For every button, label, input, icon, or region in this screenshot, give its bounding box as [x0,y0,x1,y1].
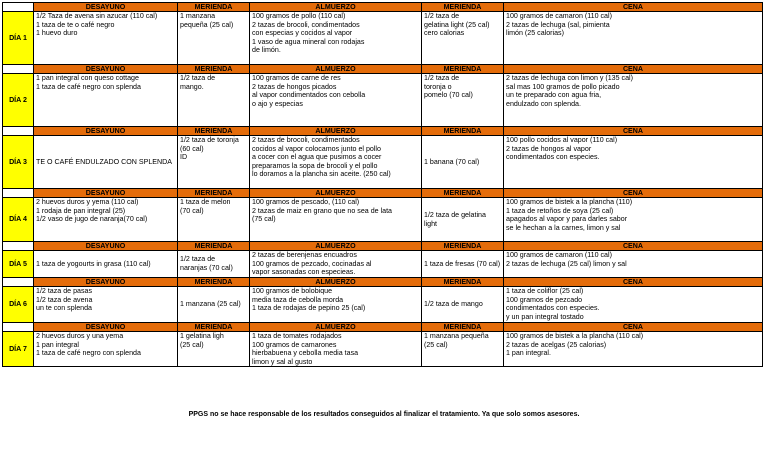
meal-line: gelatina light (25 cal) [424,20,490,29]
meal-line: 2 tazas de brocoli, condimentados [252,136,360,144]
cell-almuerzo [250,136,422,189]
meal-line: limon y sal al gusto [252,357,313,366]
meal-line: hierbabuena y cebolla media tasa [252,349,359,358]
meal-line: vapor sasonadas con especieas. [252,268,356,277]
meal-line: 1 rodaja de pan integral (25) [36,206,126,215]
header-blank-cell [3,242,34,251]
header-row [3,65,763,74]
cell-merienda1 [178,332,250,367]
meal-line: 1 taza de café negro con splenda [36,349,141,358]
header-row [3,127,763,136]
cell-merienda2 [422,74,504,127]
cell-desayuno [34,332,178,367]
header-merienda: MERIENDA [422,127,504,136]
meal-line: condimentados con especies. [506,304,600,313]
cell-almuerzo [250,198,422,242]
cell-cena [504,198,763,242]
header-almuerzo: ALMUERZO [250,65,422,74]
header-almuerzo: ALMUERZO [250,323,422,332]
day-row [3,251,763,278]
cell-merienda1 [178,287,250,323]
meal-line: 1 vaso de agua mineral con rodajas [252,37,365,46]
meal-line: cero calorias [424,29,465,38]
header-merienda: MERIENDA [422,323,504,332]
meal-line: cocidos al vapor colocamos junto el pollo [252,144,381,153]
meal-line: de limón. [252,46,281,55]
meal-line: 100 gramos de carne de res [252,74,341,82]
meal-line: 1 manzana pequeña [424,332,489,340]
day-row [3,74,763,127]
day-row [3,198,763,242]
meal-line: 100 gramos de pezcado, cocinadas al [252,259,372,268]
meal-line: 1/2 Taza de avena sin azucar (110 cal) [36,12,158,20]
meal-line: 1/2 taza de avena [36,295,93,304]
cell-almuerzo [250,332,422,367]
meal-line: y un pan integral tostado [506,312,584,321]
cell-merienda1 [178,74,250,127]
header-merienda: MERIENDA [178,278,250,287]
header-cena: CENA [504,323,763,332]
meal-line: 100 gramos de pezcado [506,295,583,304]
header-row [3,242,763,251]
cell-desayuno [34,251,178,278]
day-row [3,12,763,65]
meal-line: ID [180,153,188,162]
meal-line: con especias y cocidos al vapor [252,29,353,38]
meal-line: 1 taza de melon [180,198,231,206]
header-desayuno: DESAYUNO [34,65,178,74]
meal-line: 2 tazas de lechuga con limon y (135 cal) [506,74,633,82]
meal-line: 1 taza de tomates rodajados [252,332,342,340]
header-blank-cell [3,127,34,136]
meal-line: toronja o [424,82,452,91]
meal-line: al vapor condimentados con cebolla [252,91,366,100]
header-almuerzo: ALMUERZO [250,278,422,287]
cell-merienda2 [422,287,504,323]
header-merienda: MERIENDA [422,65,504,74]
meal-line: (60 cal) [180,144,204,153]
header-merienda: MERIENDA [178,323,250,332]
meal-line: 100 gramos de pescado, (110 cal) [252,198,360,206]
meal-line: mango. [180,82,204,91]
meal-line: 2 tazas de maiz en grano que no sea de lata [252,206,393,215]
meal-line: o ajo y especias [252,99,303,108]
meal-line: 100 gramos de bistek a la plancha (110 cal) [506,332,644,340]
header-cena: CENA [504,3,763,12]
header-desayuno: DESAYUNO [34,323,178,332]
header-almuerzo: ALMUERZO [250,3,422,12]
meal-line: 1/2 taza de toronja [180,136,239,144]
header-cena: CENA [504,189,763,198]
header-merienda: MERIENDA [422,242,504,251]
weekly-diet-table [2,2,763,367]
header-blank-cell [3,323,34,332]
meal-line: 2 tazas de lechuga (25 cal) limon y sal [506,259,627,268]
meal-line: 1 pan integral [36,340,79,349]
meal-line: limón (25 calorias) [506,29,564,38]
meal-line: 1/2 taza de [180,74,216,82]
meal-line: 1 manzana (25 cal) [180,300,241,309]
day-row [3,287,763,323]
meal-line: 1 pan integral. [506,349,551,358]
disclaimer: PPGS no se hace responsable de los resultados conseguidos al finalizar el tratamiento. Ya que solo somos asesores. [188,411,580,418]
meal-line: 1 huevo duro [36,29,78,38]
header-desayuno: DESAYUNO [34,127,178,136]
day-label: DÍA 6 [3,287,34,323]
header-merienda: MERIENDA [422,189,504,198]
meal-line: 1 taza de fresas (70 cal) [424,259,501,268]
header-desayuno: DESAYUNO [34,278,178,287]
meal-line: 2 tazas de hongos al vapor [506,144,592,153]
header-row [3,323,763,332]
meal-line: endulzado con splenda. [506,99,581,108]
meal-line: naranjas (70 cal) [180,264,233,272]
day-label: DÍA 2 [3,74,34,127]
header-blank-cell [3,3,34,12]
meal-line: 100 gramos de bolobique [252,287,333,295]
cell-merienda1 [178,12,250,65]
cell-cena [504,287,763,323]
day-label: DÍA 3 [3,136,34,189]
header-merienda: MERIENDA [178,65,250,74]
header-desayuno: DESAYUNO [34,242,178,251]
cell-merienda2 [422,12,504,65]
meal-line: sal mas 100 gramos de pollo picado [506,82,620,91]
meal-line: 1 manzana [180,12,216,20]
cell-merienda2 [422,136,504,189]
meal-line: 1 taza de coliflor (25 cal) [506,287,584,295]
cell-merienda1 [178,198,250,242]
meal-line: 100 pollo cocidos al vapor (110 cal) [506,136,618,144]
meal-line: condimentados con especies. [506,153,600,162]
meal-line: 1/2 taza de mango [424,300,483,309]
meal-line: 2 huevos duros y una yema [36,332,124,340]
cell-desayuno [34,198,178,242]
meal-line: 2 tazas de acelgas (25 calorias) [506,340,607,349]
day-label: DÍA 5 [3,251,34,278]
header-almuerzo: ALMUERZO [250,242,422,251]
meal-line: media taza de cebolla morda [252,295,344,304]
cell-almuerzo [250,12,422,65]
meal-line: 1 gelatina ligh [180,332,224,340]
header-cena: CENA [504,65,763,74]
header-blank-cell [3,278,34,287]
header-row [3,278,763,287]
meal-line: 2 huevos duros y yema (110 cal) [36,198,139,206]
meal-line: 1 taza de rodajas de pepino 25 (cal) [252,304,366,313]
meal-line: 100 gramos de camaron (110 cal) [506,251,612,259]
cell-almuerzo [250,287,422,323]
meal-line: 100 gramos de camaron (110 cal) [506,12,612,20]
cell-cena [504,332,763,367]
meal-line: 1/2 taza de [180,255,216,264]
meal-line: lo doramos a la plancha sin aceite. (250 cal) [252,170,391,179]
meal-line: un te con splenda [36,304,93,313]
cell-almuerzo [250,251,422,278]
meal-line: a cocer con el agua que pusimos a cocer [252,153,382,162]
cell-cena [504,136,763,189]
meal-line: (25 cal) [180,340,204,349]
day-label: DÍA 7 [3,332,34,367]
meal-line: apagados al vapor y para darles sabor [506,215,628,224]
meal-line: 2 tazas de lechuga (sal, pimienta [506,20,610,29]
table-body [3,3,763,367]
cell-merienda2 [422,251,504,278]
cell-merienda2 [422,198,504,242]
header-merienda: MERIENDA [422,3,504,12]
cell-almuerzo [250,74,422,127]
meal-line: 1 taza de café negro con splenda [36,82,141,91]
cell-merienda1 [178,136,250,189]
meal-line: 1/2 vaso de jugo de naranja(70 cal) [36,215,148,224]
cell-desayuno [34,287,178,323]
cell-cena [504,74,763,127]
meal-line: un te preparado con agua fria, [506,91,602,100]
header-desayuno: DESAYUNO [34,3,178,12]
meal-line: 2 tazas de hongos picados [252,82,337,91]
header-row [3,3,763,12]
meal-line: TE O CAFÉ ENDULZADO CON SPLENDA [36,157,172,166]
meal-line: (75 cal) [252,215,276,224]
cell-desayuno [34,12,178,65]
header-almuerzo: ALMUERZO [250,189,422,198]
meal-line: 1/2 taza de pasas [36,287,93,295]
header-almuerzo: ALMUERZO [250,127,422,136]
meal-line: 1/2 taza de [424,74,460,82]
meal-line: 100 gramos de bistek a la plancha (110) [506,198,633,206]
meal-line: 2 tazas de brocoli, condimentados [252,20,360,29]
meal-line: 2 tazas de berenjenas encuadros [252,251,357,259]
meal-line: 100 gramos de camarones [252,340,337,349]
day-row [3,332,763,367]
day-label: DÍA 4 [3,198,34,242]
header-merienda: MERIENDA [422,278,504,287]
meal-line: 1/2 taza de gelatina [424,210,486,219]
cell-cena [504,12,763,65]
cell-merienda1 [178,251,250,278]
day-label: DÍA 1 [3,12,34,65]
header-cena: CENA [504,278,763,287]
meal-line: light [424,219,438,228]
meal-line: pomelo (70 cal) [424,91,473,100]
header-cena: CENA [504,127,763,136]
meal-line: 1 pan integral con queso cottage [36,74,139,82]
meal-line: 1 banana (70 cal) [424,157,480,166]
meal-line: se le hechan a la carnes, limon y sal [506,223,621,232]
meal-line: 1 taza de te o café negro [36,20,115,29]
header-blank-cell [3,65,34,74]
header-merienda: MERIENDA [178,127,250,136]
header-cena: CENA [504,242,763,251]
meal-line: (70 cal) [180,206,204,215]
cell-desayuno [34,74,178,127]
meal-line: pequeña (25 cal) [180,20,234,29]
meal-line: 1/2 taza de [424,12,460,20]
header-row [3,189,763,198]
cell-desayuno [34,136,178,189]
cell-cena [504,251,763,278]
meal-line: (25 cal) [424,340,448,349]
meal-line: preparamos la sopa de brocoli y el pollo [252,161,378,170]
meal-line: 1 taza de retoños de soya (25 cal) [506,206,614,215]
header-merienda: MERIENDA [178,189,250,198]
header-merienda: MERIENDA [178,3,250,12]
header-blank-cell [3,189,34,198]
day-row [3,136,763,189]
header-desayuno: DESAYUNO [34,189,178,198]
meal-line: 100 gramos de pollo (110 cal) [252,12,346,20]
header-merienda: MERIENDA [178,242,250,251]
meal-line: 1 taza de yogourts in grasa (110 cal) [36,259,151,268]
cell-merienda2 [422,332,504,367]
